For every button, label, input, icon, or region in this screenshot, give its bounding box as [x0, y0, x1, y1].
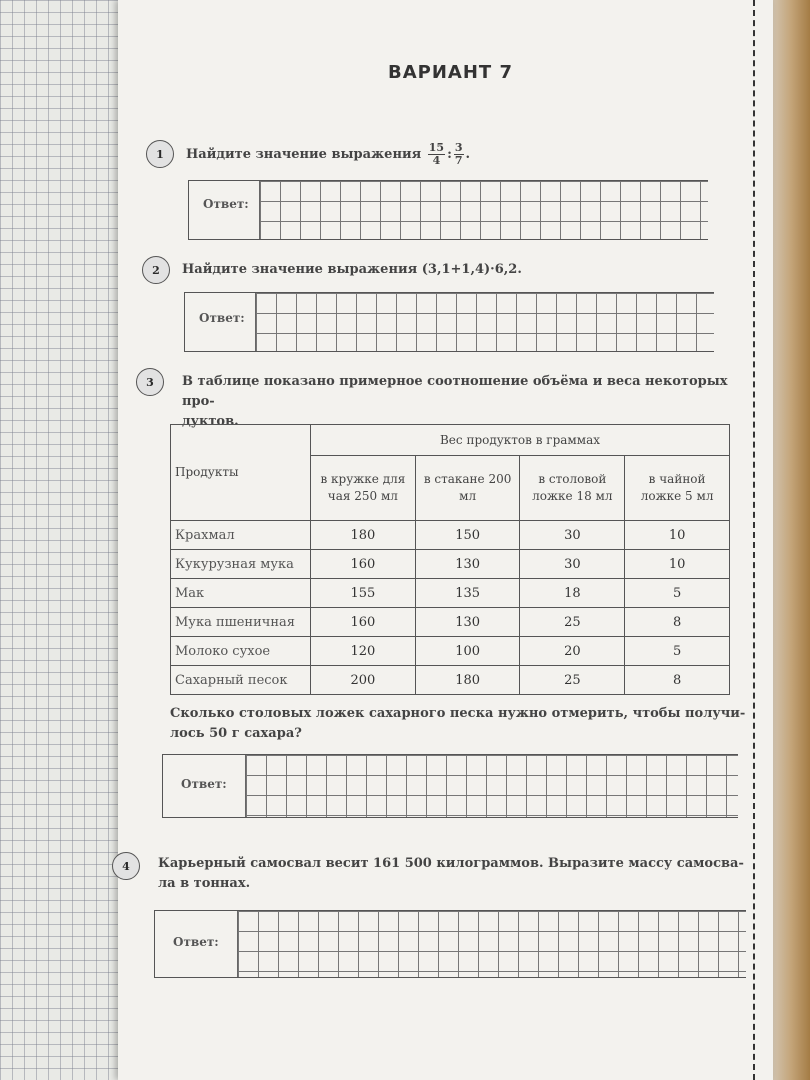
table-row: [171, 637, 730, 666]
product-name: Сахарный песок: [171, 666, 311, 695]
cut-line: [753, 0, 755, 1080]
answer-label-4: Ответ:: [173, 935, 219, 949]
header-mug: в кружке для чая 250 мл: [311, 456, 416, 521]
cell-value: 180: [415, 666, 520, 695]
cell-value: 18: [520, 579, 625, 608]
header-glass: в стакане 200 мл: [415, 456, 520, 521]
cell-value: 25: [520, 608, 625, 637]
table-row: [171, 666, 730, 695]
cell-value: 130: [415, 608, 520, 637]
table-row: [171, 550, 730, 579]
task-4-text: Карьерный самосвал весит 161 500 килограммов. Выразите массу самосва- ла в тоннах.: [158, 856, 744, 891]
variant-title: ВАРИАНТ 7: [388, 62, 513, 83]
answer-box-4: [154, 910, 746, 978]
cell-value: 100: [415, 637, 520, 666]
task-number-1: 1: [146, 140, 174, 168]
answer-label-3: Ответ:: [181, 777, 227, 791]
cell-value: 120: [311, 637, 416, 666]
cell-value: 10: [625, 521, 730, 550]
cell-value: 5: [625, 579, 730, 608]
header-products: Продукты: [171, 425, 311, 521]
task-2: [142, 256, 522, 284]
exam-page: [118, 0, 773, 1080]
product-name: Крахмал: [171, 521, 311, 550]
answer-input-3[interactable]: [245, 755, 738, 817]
answer-input-1[interactable]: [259, 181, 708, 239]
products-table: [170, 424, 730, 695]
cell-value: 20: [520, 637, 625, 666]
task-3-text: В таблице показано примерное соотношение объёма и веса некоторых про- дуктов.: [182, 374, 728, 429]
cell-value: 200: [311, 666, 416, 695]
header-weight-group: Вес продуктов в граммах: [311, 425, 730, 456]
product-name: Мука пшеничная: [171, 608, 311, 637]
cell-value: 160: [311, 550, 416, 579]
answer-label-1: Ответ:: [203, 197, 249, 211]
table-row: [171, 579, 730, 608]
product-name: Мак: [171, 579, 311, 608]
task-1: [146, 140, 470, 168]
task-2-text: Найдите значение выражения (3,1+1,4)·6,2.: [182, 262, 522, 277]
cell-value: 180: [311, 521, 416, 550]
table-row: [171, 521, 730, 550]
header-tablespoon: в столовой ложке 18 мл: [520, 456, 625, 521]
cell-value: 135: [415, 579, 520, 608]
table-row: [171, 608, 730, 637]
task-3: [136, 368, 164, 396]
task-1-text: Найдите значение выражения $\frac{15}{4}$ : $\frac{3}{7}$ .: [186, 140, 471, 167]
cell-value: 30: [520, 521, 625, 550]
task-number-3: 3: [136, 368, 164, 396]
task-4: [112, 852, 140, 880]
product-name: Кукурузная мука: [171, 550, 311, 579]
cell-value: 155: [311, 579, 416, 608]
product-name: Молоко сухое: [171, 637, 311, 666]
answer-input-4[interactable]: [237, 911, 746, 977]
header-teaspoon: в чайной ложке 5 мл: [625, 456, 730, 521]
task-number-4: 4: [112, 852, 140, 880]
task-number-2: 2: [142, 256, 170, 284]
fraction-15-4: $\frac{15}{4}$: [428, 140, 445, 167]
cell-value: 10: [625, 550, 730, 579]
cell-value: 150: [415, 521, 520, 550]
cell-value: 30: [520, 550, 625, 579]
cell-value: 8: [625, 608, 730, 637]
answer-box-3: [162, 754, 738, 818]
cell-value: 25: [520, 666, 625, 695]
cell-value: 160: [311, 608, 416, 637]
fraction-3-7: $\frac{3}{7}$: [454, 140, 463, 167]
cell-value: 8: [625, 666, 730, 695]
cell-value: 130: [415, 550, 520, 579]
answer-box-2: [184, 292, 714, 352]
answer-label-2: Ответ:: [199, 311, 245, 325]
answer-input-2[interactable]: [255, 293, 714, 351]
answer-box-1: [188, 180, 708, 240]
cell-value: 5: [625, 637, 730, 666]
task-3-question: Сколько столовых ложек сахарного песка нужно отмерить, чтобы получи- лось 50 г сахара?: [170, 706, 746, 741]
